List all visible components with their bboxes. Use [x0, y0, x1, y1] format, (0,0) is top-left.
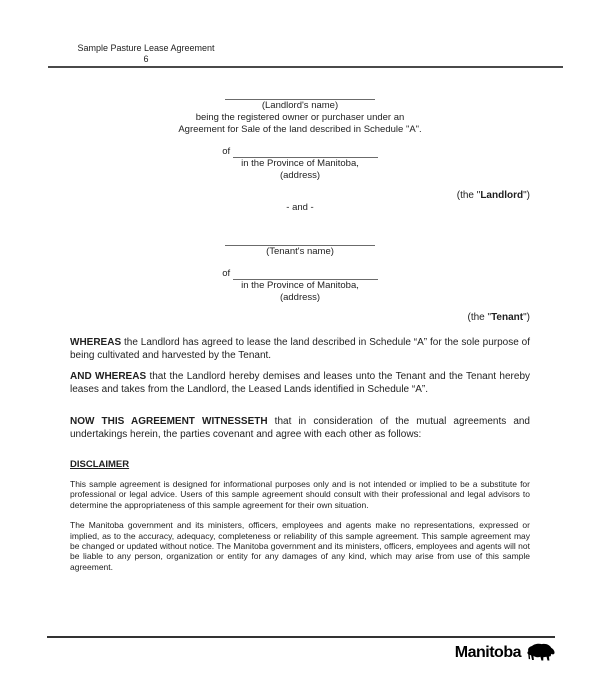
tenant-name-block [0, 234, 600, 258]
disclaimer-heading: DISCLAIMER [70, 459, 130, 470]
whereas-lead: WHEREAS [70, 337, 122, 348]
tenant-name-blank-row [0, 234, 600, 246]
and-whereas-body: that the Landlord hereby demises and leases unto the Tenant and the Tenant hereby leases and takes from the Landlord, the Leased Lands identified in Schedule “A”. [70, 371, 531, 395]
tenant-province-line: in the Province of Manitoba, [241, 280, 359, 291]
whereas-body: the Landlord has agreed to lease the land described in Schedule “A” for the sole purpose of being cultivated and harvested by the Tenant. [70, 337, 530, 361]
disclaimer-paragraph-2: The Manitoba government and its ministers, officers, employees and agents make no representations, expressed or implied, as to the accuracy, adequacy, completeness or reliability of this sample agreement. This sample agreement may be changed or updated without notice. The Manitoba government and its ministers, officers, employees and agents will not be liable to any person, organization or entity for any damages of any kind, which may arise from use of this sample agreement. [70, 520, 530, 572]
landlord-desc-line2: Agreement for Sale of the land described in Schedule "A". [178, 124, 422, 135]
and-whereas-lead: AND WHEREAS [70, 371, 147, 382]
witnesseth-lead: NOW THIS AGREEMENT WITNESSETH [70, 416, 268, 427]
landlord-designation-suffix: ") [523, 190, 530, 201]
tenant-name-blank [225, 235, 375, 246]
footer-rule [47, 636, 555, 638]
tenant-of-row [0, 268, 600, 280]
landlord-address-caption: (address) [279, 170, 321, 181]
tenant-designation-suffix: ") [523, 312, 530, 323]
landlord-name-blank-row [0, 88, 600, 100]
landlord-province-line: in the Province of Manitoba, [241, 158, 359, 169]
tenant-name-caption: (Tenant's name) [266, 246, 334, 257]
tenant-address-caption: (address) [279, 292, 321, 303]
header-rule [48, 66, 563, 68]
landlord-name-blank [225, 89, 375, 100]
landlord-address-blank [233, 147, 378, 158]
landlord-name-block [0, 88, 600, 136]
page-number: 6 [143, 54, 149, 64]
tenant-address-block [0, 268, 600, 304]
tenant-designation-prefix: (the " [467, 312, 492, 323]
document-title: Sample Pasture Lease Agreement [77, 43, 215, 53]
disclaimer-paragraph-1: This sample agreement is designed for informational purposes only and is not intended or implied to be a substitute for professional or legal advice. Users of this sample agreement should consult with their professional and legal advisors to determine the appropriateness of this sample agreement for their own situation. [70, 479, 530, 510]
landlord-name-caption: (Landlord's name) [261, 100, 339, 111]
landlord-designation-prefix: (the " [456, 190, 481, 201]
witnesseth-clause [70, 415, 530, 441]
tenant-of-label: of [222, 268, 231, 279]
tenant-designation-name: Tenant [491, 312, 524, 323]
landlord-designation-name: Landlord [480, 190, 524, 201]
landlord-of-label: of [222, 146, 231, 157]
manitoba-logo [47, 643, 555, 662]
tenant-address-blank [233, 269, 378, 280]
and-whereas-clause [70, 370, 530, 396]
manitoba-logo-text: Manitoba [454, 643, 521, 661]
tenant-designation [0, 312, 530, 324]
and-separator: - and - [286, 202, 314, 213]
landlord-address-block [0, 146, 600, 182]
witnesseth-body: that in consideration of the mutual agreements and undertakings herein, the parties covenant and agree with each other as follows: [70, 416, 530, 440]
landlord-of-row [0, 146, 600, 158]
whereas-clause [70, 336, 530, 362]
landlord-designation [0, 190, 530, 202]
landlord-desc-line1: being the registered owner or purchaser under an [195, 112, 405, 123]
page-footer [47, 636, 555, 662]
document-header [72, 43, 220, 65]
bison-icon [525, 643, 555, 662]
